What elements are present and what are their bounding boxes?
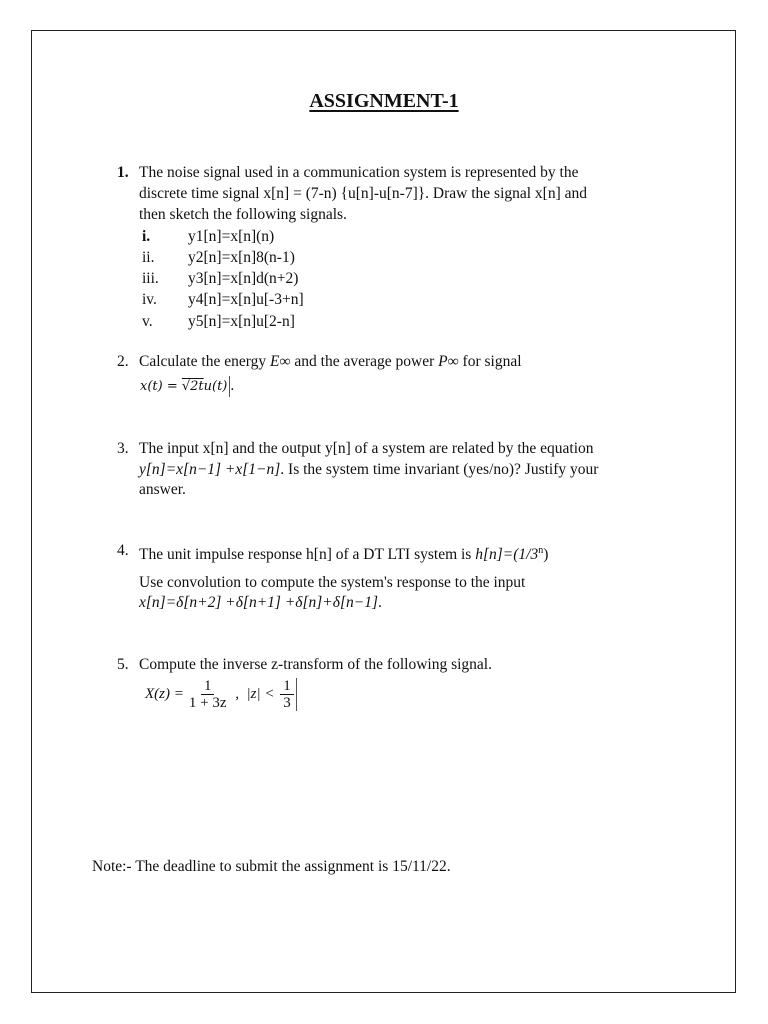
q2-formula-period: . — [230, 377, 235, 394]
q2-formula-radical: √2t — [181, 379, 204, 394]
q4-line-3-end: . — [378, 594, 382, 611]
q1-item-label: i. — [142, 228, 151, 245]
q1-number: 1. — [117, 164, 129, 181]
q2-text-c: for signal — [458, 353, 522, 370]
q1-item-label: iv. — [142, 291, 157, 308]
q5-rhs-fraction — [280, 678, 297, 711]
q2-text-a: Calculate the energy — [139, 353, 270, 370]
q1-item-expr: y2[n]=x[n]8(n-1) — [188, 249, 295, 266]
q1-item-label: ii. — [142, 249, 155, 266]
q1-line-2: discrete time signal x[n] = (7-n) {u[n]-u[n-7]}. Draw the signal x[n] and — [139, 185, 588, 202]
q5-rhs-denominator: 3 — [283, 695, 291, 711]
q4-number: 4. — [117, 542, 129, 559]
q4-line-1 — [139, 540, 548, 565]
q4-line-3 — [139, 592, 382, 613]
q2-text-b: and the average power — [290, 353, 439, 370]
q5-formula — [145, 678, 299, 711]
q2-number: 2. — [117, 353, 129, 370]
q1-item-expr: y3[n]=x[n]d(n+2) — [188, 270, 299, 287]
q1-item-label: iii. — [142, 270, 159, 287]
deadline-note: Note:- The deadline to submit the assignment is 15/11/22. — [92, 858, 451, 875]
q3-line-1: The input x[n] and the output y[n] of a system are related by the equation — [139, 440, 594, 457]
q3-line-2 — [139, 459, 598, 480]
q1-item-label: v. — [142, 313, 153, 330]
q2-formula — [140, 375, 234, 397]
q5-formula-lhs: X(z) = — [145, 686, 184, 702]
q1-line-3: then sketch the following signals. — [139, 206, 347, 223]
q5-rhs-numerator: 1 — [280, 678, 294, 695]
q4-impulse-expr: h[n]=(1/3 — [475, 546, 539, 564]
q2-formula-rhs: u(t) — [203, 379, 228, 394]
q5-fraction — [186, 678, 230, 711]
q3-number: 3. — [117, 440, 129, 457]
q4-line-1-text: The unit impulse response h[n] of a DT LTI system is — [139, 546, 476, 564]
q5-number: 5. — [117, 656, 129, 673]
q2-power-symbol: P∞ — [438, 353, 459, 370]
q5-numerator: 1 — [201, 678, 215, 695]
q1-item-expr: y4[n]=x[n]u[-3+n] — [188, 291, 304, 308]
q4-input-expr: x[n]=δ[n+2] +δ[n+1] +δ[n]+δ[n−1] — [139, 594, 378, 611]
q1-line-1: The noise signal used in a communication system is represented by the — [139, 164, 579, 181]
q4-line-2: Use convolution to compute the system's response to the input — [139, 574, 526, 591]
q2-line-1 — [139, 351, 522, 372]
q5-denominator: 1 + 3z — [188, 695, 227, 711]
page-title: ASSIGNMENT-1 — [309, 90, 459, 112]
q3-line-2-rest: . Is the system time invariant (yes/no)? Justify your — [280, 461, 599, 478]
q4-impulse-end: ) — [543, 546, 549, 564]
q1-item-expr: y5[n]=x[n]u[2-n] — [188, 313, 295, 330]
q2-formula-lhs: x(t) = — [140, 379, 182, 394]
q1-item-expr: y1[n]=x[n](n) — [188, 228, 275, 245]
q5-line-1: Compute the inverse z-transform of the following signal. — [139, 656, 492, 673]
q2-energy-symbol: E∞ — [269, 353, 291, 370]
q4-impulse-sup: n — [538, 545, 544, 556]
q3-line-3: answer. — [139, 481, 186, 498]
q5-condition: , |z| < — [231, 686, 279, 702]
q3-equation: y[n]=x[n−1] +x[1−n] — [139, 461, 281, 478]
